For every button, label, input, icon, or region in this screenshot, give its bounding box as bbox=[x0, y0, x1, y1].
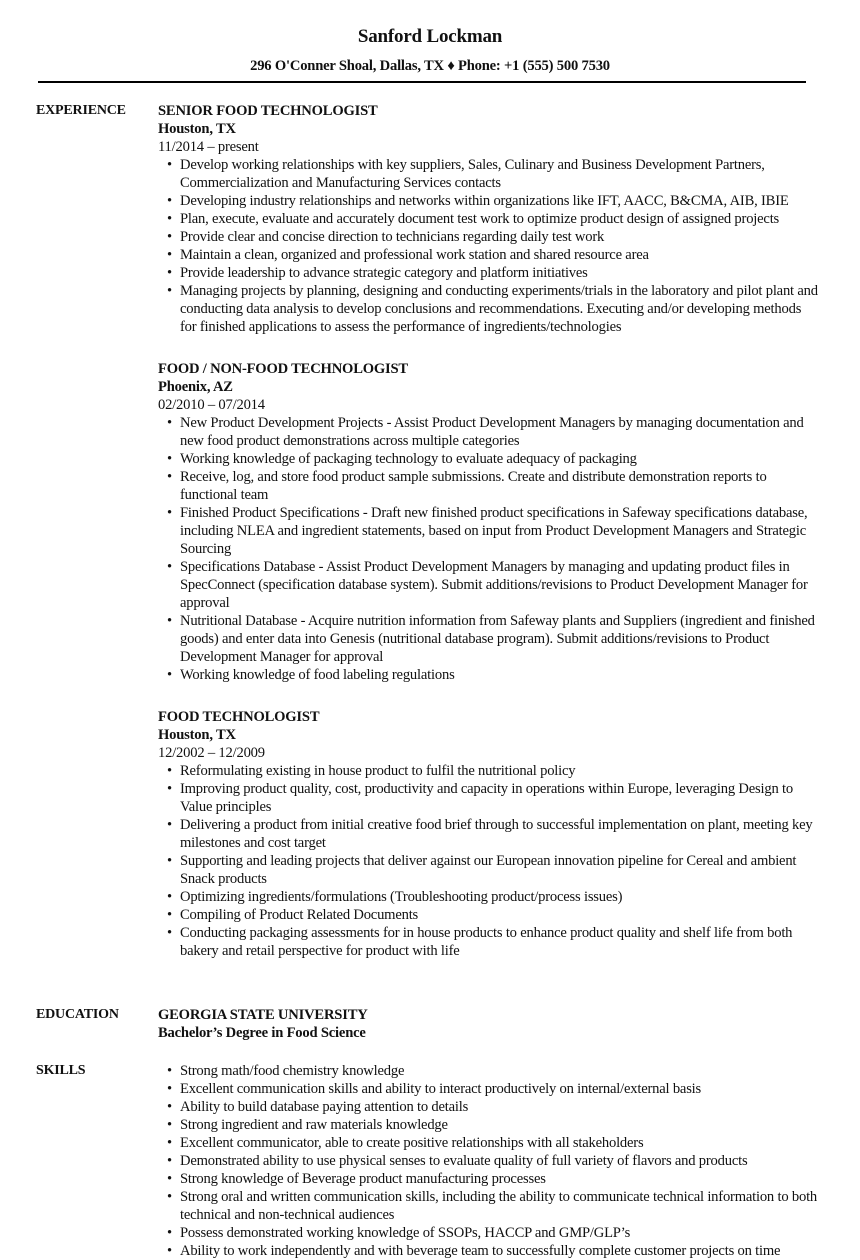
section-label: EDUCATION bbox=[36, 1007, 119, 1022]
resume-header bbox=[0, 0, 860, 75]
bullet-item: • Receive, log, and store food product sample submissions. Create and distribute demonstration reports to functional team bbox=[180, 468, 818, 504]
job-bullets bbox=[158, 762, 818, 960]
skill-item: • Ability to build database paying attention to details bbox=[180, 1098, 818, 1116]
job-location: Houston, TX bbox=[158, 121, 236, 137]
bullet-item: • Compiling of Product Related Documents bbox=[180, 906, 818, 924]
skill-item: • Strong math/food chemistry knowledge bbox=[180, 1062, 818, 1080]
job-title: FOOD TECHNOLOGIST bbox=[158, 709, 320, 725]
bullet-item: • Conducting packaging assessments for in house products to enhance product quality and shelf life from both bakery and retail perspective for product with life bbox=[180, 924, 818, 960]
bullet-item: • Working knowledge of packaging technology to evaluate adequacy of packaging bbox=[180, 450, 818, 468]
skill-item: • Strong ingredient and raw materials knowledge bbox=[180, 1116, 818, 1134]
bullet-item: • Supporting and leading projects that deliver against our European innovation pipeline for Cereal and ambient Snack products bbox=[180, 852, 818, 888]
job-title: SENIOR FOOD TECHNOLOGIST bbox=[158, 103, 378, 119]
experience-section bbox=[0, 102, 860, 984]
bullet-item: • Nutritional Database - Acquire nutrition information from Safeway plants and Suppliers (ingredient and finished goods) and enter data into Genesis (nutritional database program). Submit additions/revisions to Product Development Manager for approval bbox=[180, 612, 818, 666]
bullet-item: • Working knowledge of food labeling regulations bbox=[180, 666, 818, 684]
bullet-item: • Provide leadership to advance strategic category and platform initiatives bbox=[180, 264, 818, 282]
education-section bbox=[0, 1006, 860, 1042]
experience-list bbox=[158, 102, 818, 984]
job-dates: 02/2010 – 07/2014 bbox=[158, 397, 265, 413]
job-bullets bbox=[158, 156, 818, 336]
skills-section bbox=[0, 1062, 860, 1260]
job-bullets bbox=[158, 414, 818, 684]
bullet-item: • Specifications Database - Assist Product Development Managers by managing and updating product files in SpecConnect (specification database system). Submit additions/revisions to Product Development Manager for approval bbox=[180, 558, 818, 612]
skill-item: • Strong knowledge of Beverage product manufacturing processes bbox=[180, 1170, 818, 1188]
skill-item: • Excellent communicator, able to create positive relationships with all stakeholders bbox=[180, 1134, 818, 1152]
bullet-item: • Plan, execute, evaluate and accurately document test work to optimize product design of assigned projects bbox=[180, 210, 818, 228]
bullet-item: • Managing projects by planning, designing and conducting experiments/trials in the laboratory and pilot plant and conducting data analysis to develop conclusions and recommendations. Executing and/or developing methods for finished applications to assess the performance of ingredients/technologies bbox=[180, 282, 818, 336]
bullet-item: • Improving product quality, cost, productivity and capacity in operations within Europe, leveraging Design to Value principles bbox=[180, 780, 818, 816]
header-divider bbox=[38, 81, 806, 83]
section-label: SKILLS bbox=[36, 1063, 86, 1078]
bullet-item: • Reformulating existing in house product to fulfil the nutritional policy bbox=[180, 762, 818, 780]
skill-item: • Demonstrated ability to use physical senses to evaluate quality of full variety of flavors and products bbox=[180, 1152, 818, 1170]
school-name: GEORGIA STATE UNIVERSITY bbox=[158, 1007, 368, 1023]
degree: Bachelor’s Degree in Food Science bbox=[158, 1025, 366, 1041]
job-entry bbox=[158, 708, 818, 960]
job-location: Phoenix, AZ bbox=[158, 379, 233, 395]
job-location: Houston, TX bbox=[158, 727, 236, 743]
bullet-item: • Delivering a product from initial creative food brief through to successful implementation on plant, meeting key milestones and cost target bbox=[180, 816, 818, 852]
bullet-item: • Develop working relationships with key suppliers, Sales, Culinary and Business Development Partners, Commercialization and Manufacturing Services contacts bbox=[180, 156, 818, 192]
job-entry bbox=[158, 360, 818, 684]
bullet-item: • Optimizing ingredients/formulations (Troubleshooting product/process issues) bbox=[180, 888, 818, 906]
contact-line: 296 O'Conner Shoal, Dallas, TX ♦ Phone: +1 (555) 500 7530 bbox=[250, 58, 610, 74]
bullet-item: • Developing industry relationships and networks within organizations like IFT, AACC, B&CMA, AIB, IBIE bbox=[180, 192, 818, 210]
skill-item: • Possess demonstrated working knowledge of SSOPs, HACCP and GMP/GLP’s bbox=[180, 1224, 818, 1242]
bullet-item: • Provide clear and concise direction to technicians regarding daily test work bbox=[180, 228, 818, 246]
job-dates: 11/2014 – present bbox=[158, 139, 259, 155]
skill-item: • Strong oral and written communication skills, including the ability to communicate technical information to both technical and non-technical audiences bbox=[180, 1188, 818, 1224]
job-entry bbox=[158, 102, 818, 336]
skill-item: • Excellent communication skills and ability to interact productively on internal/external basis bbox=[180, 1080, 818, 1098]
bullet-item: • Maintain a clean, organized and professional work station and shared resource area bbox=[180, 246, 818, 264]
job-dates: 12/2002 – 12/2009 bbox=[158, 745, 265, 761]
skills-list bbox=[158, 1062, 818, 1260]
candidate-name: Sanford Lockman bbox=[357, 26, 503, 47]
skill-item: • Ability to work independently and with beverage team to successfully complete customer projects on time bbox=[180, 1242, 818, 1260]
section-label: EXPERIENCE bbox=[36, 103, 126, 118]
bullet-item: • Finished Product Specifications - Draft new finished product specifications in Safeway specifications database, including NLEA and ingredient statements, based on input from Product Development Managers and Strategic Sourcing bbox=[180, 504, 818, 558]
job-title: FOOD / NON-FOOD TECHNOLOGIST bbox=[158, 361, 408, 377]
bullet-item: • New Product Development Projects - Assist Product Development Managers by managing documentation and new food product demonstrations across multiple categories bbox=[180, 414, 818, 450]
